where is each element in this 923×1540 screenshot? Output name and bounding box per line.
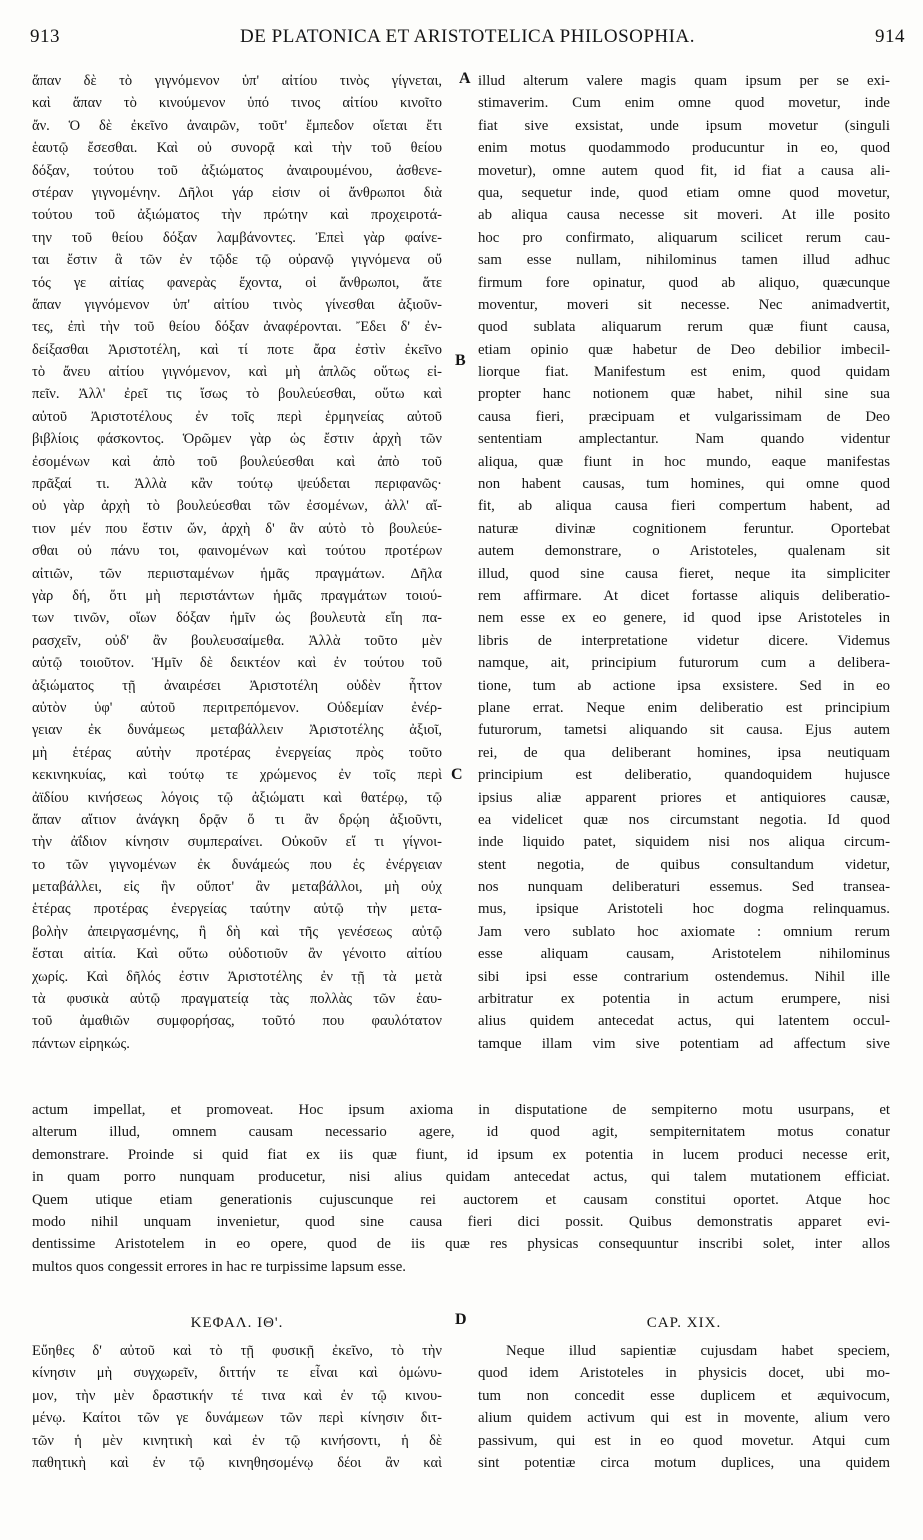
greek-text-line: ἅπαν αἴτιον ἀνάγκη δρᾷν ὅ τι ἂν δρῴη ἀξιοῦντι, xyxy=(32,811,442,828)
greek-text-line: ἑαυτῷ ἔσεσθαι. Καὶ οὐ συνορᾷ καὶ τὴν τοῦ θείου xyxy=(32,140,442,157)
latin-text-line: tum non concedit esse duplicem et æquivocum, xyxy=(478,1387,890,1404)
greek-text-line: ἑτέρας προτέρας ἐνεργείας ταύτην αὐτῷ τὴν μετα- xyxy=(32,901,442,918)
latin-text-line: alium quidem activum qui est in movente, alium vero xyxy=(478,1410,890,1427)
greek-text-line: μον, τὴν μὲν δραστικήν τέ τινα καὶ ἐν τῷ κινου- xyxy=(32,1387,442,1404)
greek-text-line: τούτου τοῦ ἀξιώματος τὴν πρώτην καὶ προχειροτά- xyxy=(32,207,442,224)
greek-text-line: των τινῶν, οἵων δόξαν ἡμῖν ὡς βουλευτὰ εἴη πα- xyxy=(32,610,442,627)
latin-text-line: Quem utique etiam generationis cujuscunque rei auctorem et causam constitui oportet. Atque hoc xyxy=(32,1191,890,1208)
greek-text-line: τός γε αἰτίας φανερὰς ἔχοντα, οἱ ἄνθρωποι, ἅτε xyxy=(32,274,442,291)
latin-text-line: nos nunquam deliberaturi essemus. Sed transea- xyxy=(478,879,890,896)
chapter-heading-latin: CAP. XIX. xyxy=(646,1315,722,1331)
greek-text-line: σθαι οὐ πάνυ τοι, φαινομένων καὶ τούτου προτέρων xyxy=(32,543,442,560)
latin-text-line: Jam vero sublato hoc axiomate : omnium rerum xyxy=(478,923,890,940)
greek-text-line: τῶν ἡ μὲν κινητικὴ καὶ ἐν τῷ κινήσοντι, ἡ δὲ xyxy=(32,1432,442,1449)
latin-text-line: illud, quod sine causa fieret, neque ita simpliciter xyxy=(478,565,890,582)
latin-text-line: nem esse ex eo genere, id quod ipse Aristoteles in xyxy=(478,610,890,627)
greek-text-line: ἀξιώματος τῇ ἀναιρέσει Ἀριστοτέλη οὐδὲν ἧττον xyxy=(32,677,442,694)
latin-text-line: multos quos congessit errores in hac re turpissime lapsum esse. xyxy=(32,1258,406,1275)
margin-marker-c: C xyxy=(451,766,463,783)
greek-text-line: πεῖν. Ἀλλ' ἐρεῖ τις ἴσως τὸ βουλεύεσθαι, οὕτω καὶ xyxy=(32,386,442,403)
latin-text-line: stent negotia, de quibus consultandum videtur, xyxy=(478,856,890,873)
latin-text-line: alterum illud, omnem causam necessario agere, id quod agit, sempiternitatem motus conatur xyxy=(32,1124,890,1141)
latin-text-line: naturæ divinæ cognitionem feruntur. Oportebat xyxy=(478,520,890,537)
latin-text-line: illud alterum valere magis quam ipsum per se exi- xyxy=(478,73,890,89)
margin-marker-a: A xyxy=(459,70,471,87)
latin-text-line: plane errat. Neque enim deliberatio est principium xyxy=(478,699,890,716)
greek-text-line: μεταβάλλει, εἰς ἣν οὔποτ' ἂν μεταβάλλοι, μὴ οὐχ xyxy=(32,879,442,896)
greek-text-line: ἀϊδίου κινήσεως λόγοις τῷ ἀξιώματι καὶ θατέρῳ, τῷ xyxy=(32,789,442,806)
greek-text-line: τοῦ ἀμαθιῶν συμφορήσας, τοῦτό που φαυλότατον xyxy=(32,1013,442,1030)
latin-text-line: ea videlicet quæ nos circumstant negotia. Id quod xyxy=(478,811,890,828)
latin-text-line: rem affirmare. At dicet fortasse aliquis deliberatio- xyxy=(478,587,890,604)
greek-text-line: τὰ φυσικὰ αὐτῷ πραγματείᾳ τὰς πολλὰς τῶν ἑαυ- xyxy=(32,991,442,1008)
greek-text-line: βιβλίοις φάσκοντος. Ὁρῶμεν γὰρ ὡς ἔστιν ἀρχὴ τῶν xyxy=(32,431,442,448)
latin-text-line: esse aliquam causam, Aristotelem nihilominus xyxy=(478,946,890,963)
latin-text-line: etiam opinio quæ habetur de Deo debilior imbecil- xyxy=(478,341,890,358)
latin-text-line: demonstrare. Proinde si quid fiat ex iis quæ fiunt, id ipsum ex potentia in lucem produci necesse erit, xyxy=(32,1146,890,1163)
latin-text-line: movetur), omne autem quod fit, id fiat a causa ali- xyxy=(478,162,890,179)
greek-text-line: ἔσται αἰτία. Καὶ οὕτω οὐδοτιοῦν ἂν γένοιτο αἰτίου xyxy=(32,946,442,963)
greek-text-line: γειαν ἐκ δυνάμεως μεταβάλλειν Ἀριστοτέλης ἀξιοῖ, xyxy=(32,722,442,739)
greek-text-line: αὐτοῦ Ἀριστοτέλους ἐν τοῖς περὶ ἑρμηνείας αὐτοῦ xyxy=(32,408,442,425)
latin-text-line: mus, ipsique Aristoteli hoc dogma relinquamus. xyxy=(478,901,890,918)
greek-text-line: ἅπαν γιγνόμενον ὑπ' αἰτίου τινὸς γίνεσθαι ἀξιοῦν- xyxy=(32,296,442,313)
latin-text-line: aliqua, quæ fiunt in hoc mundo, eaque manifestas xyxy=(478,453,890,470)
running-title: DE PLATONICA ET ARISTOTELICA PHILOSOPHIA. xyxy=(240,26,695,47)
greek-text-line: Εὔηθες δ' αὐτοῦ καὶ τὸ τῇ φυσικῇ ἐκεῖνο, τὸ τὴν xyxy=(32,1343,442,1359)
greek-text-line: αὐτῷ τοιοῦτον. Ἡμῖν δὲ δεικτέον καὶ ἐν τούτου τοῦ xyxy=(32,655,442,672)
latin-text-line: principium est deliberatio, quandoquidem hujusce xyxy=(478,767,890,784)
latin-text-line: sint potentiæ circa motum duplices, una quidem xyxy=(478,1454,890,1471)
greek-text-line: τὸ ἄνευ αἰτίου γιγνόμενον, καὶ μὴ ἁπλῶς οὕτως εἰ- xyxy=(32,364,442,381)
greek-text-line: την τοῦ θείου δόξαν λαμβάνοντες. Ἐπεὶ γὰρ φαίνε- xyxy=(32,229,442,246)
greek-text-line: τὴν ἀΐδιον κίνησιν συμπεραίνει. Οὐκοῦν εἴ τι γίγνοι- xyxy=(32,834,442,851)
latin-text-line: moventur, moveri sit necesse. Nec animadvertit, xyxy=(478,296,890,313)
greek-text-line: πάντων εἰρηκώς. xyxy=(32,1035,130,1052)
margin-marker-d: D xyxy=(455,1311,467,1328)
right-page-number: 914 xyxy=(875,26,905,47)
latin-text-line: alius quidem antecedat actus, qui latentem occul- xyxy=(478,1013,890,1030)
latin-text-line: dentissime Aristotelem in eo opere, quod de iis quæ res physicas consequuntur inscribi solet, inter allos xyxy=(32,1236,890,1253)
latin-text-line: rei, de qua deliberant homines, ipsa neutiquam xyxy=(478,744,890,761)
latin-text-line: causa fieri, præcipuam et vulgarissimam de Deo xyxy=(478,408,890,425)
greek-text-line: μένῳ. Καίτοι τῶν γε δυνάμεων τῶν περὶ κίνησιν διτ- xyxy=(32,1410,442,1427)
greek-text-line: οὐ γὰρ ἀρχὴ τὸ βουλεύεσθαι τῶν ἐσομένων, ἀλλ' αἴ- xyxy=(32,498,442,515)
latin-column xyxy=(478,70,890,1055)
greek-text-line: χωρίς. Καὶ δῆλός ἐστιν Ἀριστοτέλης ἐν τῇ τὰ μετὰ xyxy=(32,968,442,985)
greek-text-line: κίνησιν μὴ συγχωρεῖν, διττήν τε εἶναι καὶ ὁμώνυ- xyxy=(32,1365,442,1382)
greek-text-line: το τῶν γιγνομένων ἐκ δυνάμεώς που ἐς ἐνέργειαν xyxy=(32,856,442,873)
latin-chapter-column xyxy=(478,1340,890,1474)
left-page-number: 913 xyxy=(30,26,60,47)
latin-text-line: stimaverim. Cum enim omne quod movetur, inde xyxy=(478,95,890,112)
greek-text-line: μὴ ἑτέρας αὐτὴν προτέρας ἐνεργείας πρὸς τοῦτο xyxy=(32,744,442,761)
latin-text-line: ipsius aliæ apparent priores et antiquiores causæ, xyxy=(478,789,890,806)
greek-column xyxy=(32,70,442,1055)
latin-text-line: enim motus quodammodo producuntur in eo, quod xyxy=(478,140,890,157)
greek-text-line: παθητικὴ καὶ ἐν τῷ κινηθησομένῳ δέοι ἂν καὶ xyxy=(32,1454,442,1471)
greek-text-line: στέραν γιγνομένην. Δῆλοι γάρ εἰσιν οἱ ἄνθρωποι διὰ xyxy=(32,184,442,201)
latin-text-line: hoc pro confirmato, aliquarum scilicet rerum cau- xyxy=(478,229,890,246)
greek-text-line: πρᾶξαί τι. Ἀλλὰ κἂν τούτῳ ψεύδεται περιφανῶς· xyxy=(32,476,442,493)
greek-text-line: ρασχεῖν, οὐδ' ἂν βουλευσαίμεθα. Ἀλλὰ τοῦτο μὲν xyxy=(32,632,442,649)
greek-text-line: ἐσομένων καὶ ἀπὸ τοῦ βουλεύεσθαι καὶ ἀπὸ τοῦ xyxy=(32,453,442,470)
latin-text-line: actum impellat, et promoveat. Hoc ipsum axioma in disputatione de sempiterno motu usurpans, et xyxy=(32,1102,890,1118)
latin-text-line: sibi ipsi esse contrarium ostendemus. Nihil ille xyxy=(478,968,890,985)
latin-text-line: firmum fore opinatur, quod ab aliquo, quæcunque xyxy=(478,274,890,291)
greek-text-line: ἄν. Ὁ δὲ ἐκεῖνο ἀναιρῶν, τοῦτ' ἔμπεδον οἴεται ἔτι xyxy=(32,117,442,134)
page-header xyxy=(30,26,905,58)
latin-text-line: propter hanc notionem quæ habet, nihil sine sua xyxy=(478,386,890,403)
latin-text-line: quod idem Aristoteles in physicis docet, ubi mo- xyxy=(478,1365,890,1382)
latin-text-line: fiat sive exsistat, unde ipsum movetur (singuli xyxy=(478,117,890,134)
greek-chapter-column xyxy=(32,1340,442,1474)
latin-text-line: futurorum, tametsi aliquando sit causa. Ejus autem xyxy=(478,722,890,739)
latin-text-line: inde liquido patet, siquidem nisi nos aliqua circum- xyxy=(478,834,890,851)
latin-text-line: fit, ab aliqua causa fieri compertum habent, ad xyxy=(478,498,890,515)
latin-text-line: non habent causas, tum homines, qui omne quod xyxy=(478,476,890,493)
chapter-heading-greek: ΚΕΦΑΛ. ΙΘ'. xyxy=(190,1315,284,1331)
full-width-latin-paragraph xyxy=(32,1099,890,1278)
greek-text-line: καὶ ἅπαν τὸ κινούμενον ὑπό τινος αἰτίου κινοῖτο xyxy=(32,95,442,112)
latin-text-line: tione, tum ab actione ipsa exsistere. Sed in eo xyxy=(478,677,890,694)
latin-text-line: autem demonstrare, o Aristoteles, qualenam sit xyxy=(478,543,890,560)
latin-text-line: passivum, qui est in eo quod movetur. Atqui cum xyxy=(478,1432,890,1449)
latin-text-line: arbitratur ex potentia in actum erumpere, nisi xyxy=(478,991,890,1008)
latin-text-line: quod sublata aliquarum rerum quæ fiunt causa, xyxy=(478,319,890,336)
latin-text-line: sententiam amplectantur. Nam quando videntur xyxy=(478,431,890,448)
latin-text-line: ab aliqua causa necesse sit moveri. At ille posito xyxy=(478,207,890,224)
margin-marker-b: B xyxy=(455,352,466,369)
greek-text-line: κεκινηκυίας, καὶ τούτῳ τε χρώμενος ἐν τοῖς περὶ xyxy=(32,767,442,784)
latin-text-line: tamque illam vim sive potentiam ad affectum sive xyxy=(478,1035,890,1052)
latin-text-line: liorque fiat. Manifestum est enim, quod quidam xyxy=(478,364,890,381)
latin-text-line: modo nihil unquam invenietur, quod sine causa fieri dici possit. Quibus demonstratis apparet evi- xyxy=(32,1213,890,1230)
greek-text-line: αὐτὸν ὑφ' αὐτοῦ περιτρεπόμενον. Οὐδεμίαν ἐνέρ- xyxy=(32,699,442,716)
latin-text-line: namque, ait, principium futurorum cum a delibera- xyxy=(478,655,890,672)
greek-text-line: ἅπαν δὲ τὸ γιγνόμενον ὑπ' αἰτίου τινὸς γίγνεται, xyxy=(32,73,442,89)
greek-text-line: δείξασθαι Ἀριστοτέλη, καὶ τί ποτε ἄρα ἐστὶν ἐκεῖνο xyxy=(32,341,442,358)
greek-text-line: αἰτιῶν, τῶν περιισταμένων ἡμᾶς πραγμάτων. Δῆλα xyxy=(32,565,442,582)
greek-text-line: βολὴν ἀπειργασμένης, ἣ δὴ καὶ τῆς γενέσεως αὐτῷ xyxy=(32,923,442,940)
greek-text-line: τες, ἐπὶ τὴν τοῦ θείου δόξαν ἀναφέρονται. Ἔδει δ' ἐν- xyxy=(32,319,442,336)
latin-text-line: qua, sequetur inde, quod etiam omne quod movetur, xyxy=(478,184,890,201)
latin-text-line: Neque illud sapientiæ cujusdam habet speciem, xyxy=(506,1343,890,1359)
latin-text-line: libris de interpretatione videtur dicere. Videmus xyxy=(478,632,890,649)
latin-text-line: sam esse nullam, nihilominus tamen illud adhuc xyxy=(478,252,890,269)
greek-text-line: γὰρ δή, ὅτι μὴ περιστάντων ἡμᾶς πραγμάτων τοιού- xyxy=(32,587,442,604)
greek-text-line: δόξαν, τούτου τοῦ ἀξιώματος ἀναιρουμένου, ἀσθενε- xyxy=(32,162,442,179)
greek-text-line: ται ἔστιν ἃ τῶν ἐν τῷδε τῷ οὐρανῷ γιγνόμενα οὔ xyxy=(32,252,442,269)
latin-text-line: in quam porro nunquam producetur, nisi alius quidam antecedat actus, qui talem mutationem efficiat. xyxy=(32,1169,890,1186)
greek-text-line: τιον μέν που ἔστιν ὤν, ἀρχὴ δ' ἂν αὐτὸ τὸ βουλεύε- xyxy=(32,520,442,537)
